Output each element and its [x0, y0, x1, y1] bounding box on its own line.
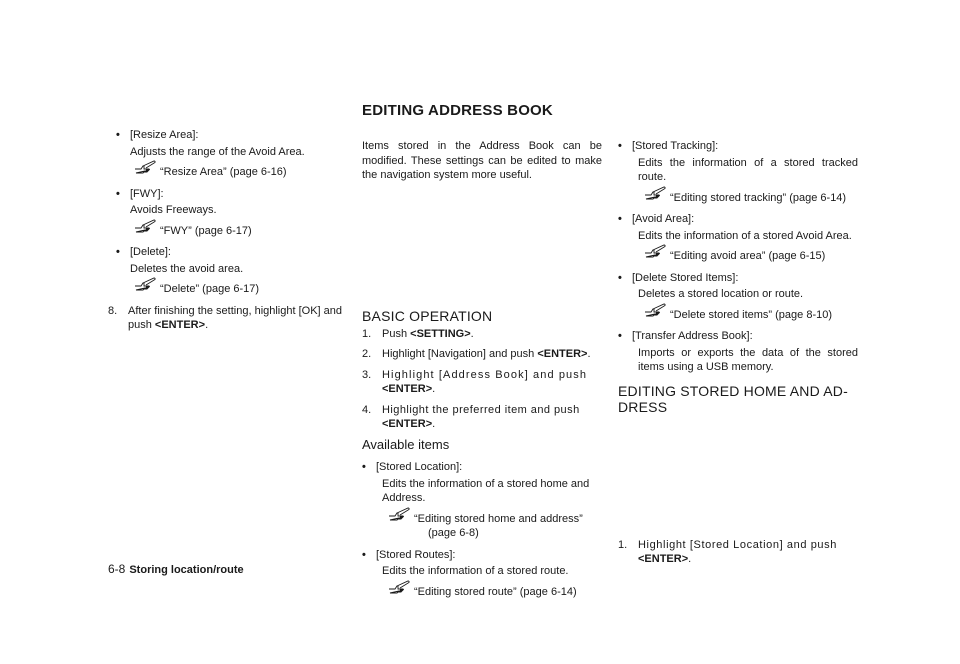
reference-hand-icon	[644, 243, 670, 259]
enter-key-label: <ENTER>	[154, 319, 206, 331]
editing-stored-home-heading: EDITING STORED HOME AND AD- DRESS	[618, 382, 848, 415]
bullet-icon: •	[362, 461, 366, 473]
setting-key-label: <SETTING>	[410, 327, 471, 340]
basic-operation-heading: BASIC OPERATION	[362, 307, 493, 324]
item-transfer-address-book: • [Transfer Address Book]: Imports or exports the data of the stored items using a USB memory.	[618, 330, 858, 373]
reference-hand-icon	[388, 579, 414, 595]
cross-reference[interactable]: “Editing stored route” (page 6-14)	[388, 579, 602, 600]
cross-reference[interactable]: “Delete” (page 6-17)	[134, 276, 348, 297]
bullet-icon: •	[618, 330, 622, 342]
page-number: 6-8	[108, 562, 126, 576]
cross-reference[interactable]: “Resize Area” (page 6-16)	[134, 159, 348, 180]
bullet-icon: •	[362, 548, 366, 561]
item-stored-routes: • [Stored Routes]: Edits the information of a stored route. “Editing stored route” (page 6-14)	[362, 548, 602, 600]
enter-key-label: <ENTER>	[382, 418, 433, 430]
bullet-icon: •	[116, 246, 120, 258]
reference-hand-icon	[644, 302, 670, 318]
bullet-resize-area: • [Resize Area]: Adjusts the range of the Avoid Area. “Resize Area” (page 6-16)	[108, 128, 348, 180]
bullet-icon: •	[618, 271, 622, 284]
bullet-icon: •	[116, 187, 120, 200]
item-stored-location: • [Stored Location]: Edits the information of a stored home and Address. “Editing stored home and address” (page 6-8)	[362, 460, 602, 541]
bullet-delete: • [Delete]: Deletes the avoid area. “Delete” (page 6-17)	[108, 245, 348, 297]
step-3: 3. Highlight [Address Book] and push <ENTER>.	[362, 368, 588, 395]
bullet-icon: •	[618, 140, 622, 152]
step-1-highlight-stored-location: 1. Highlight [Stored Location] and push <ENTER>.	[618, 538, 837, 565]
page-footer	[108, 562, 244, 578]
cross-reference[interactable]: “Delete stored items” (page 8-10)	[644, 302, 858, 323]
intro-paragraph: Items stored in the Address Book can be modified. These settings can be edited to make the navigation system more useful.	[362, 140, 602, 181]
enter-key-label: <ENTER>	[537, 348, 588, 360]
bullet-icon: •	[116, 129, 120, 141]
item-delete-stored-items: • [Delete Stored Items]: Deletes a stored location or route. “Delete stored items” (page 8-10)	[618, 271, 858, 323]
step-2: 2. Highlight [Navigation] and push <ENTER>.	[362, 348, 591, 360]
column-1	[108, 128, 348, 339]
step-4: 4. Highlight the preferred item and push <ENTER>.	[362, 403, 580, 430]
section-title: EDITING ADDRESS BOOK	[362, 102, 553, 119]
item-avoid-area: • [Avoid Area]: Edits the information of a stored Avoid Area. “Editing avoid area” (page 6-15)	[618, 212, 858, 264]
bullet-fwy: • [FWY]: Avoids Freeways. “FWY” (page 6-17)	[108, 187, 348, 239]
step-8: 8. After finishing the setting, highlight [OK] and push <ENTER>.	[108, 304, 343, 331]
item-stored-tracking: • [Stored Tracking]: Edits the information of a stored tracked route. “Editing stored tracking” (page 6-14)	[618, 140, 858, 204]
reference-hand-icon	[134, 218, 160, 234]
footer-title: Storing location/route	[129, 564, 244, 576]
step-1: 1. Push <SETTING>.	[362, 327, 474, 340]
cross-reference[interactable]: “Editing avoid area” (page 6-15)	[644, 243, 858, 264]
available-items-heading: Available items	[362, 436, 450, 452]
reference-hand-icon	[134, 276, 160, 292]
reference-hand-icon	[134, 159, 160, 175]
enter-key-label: <ENTER>	[638, 553, 689, 565]
bullet-icon: •	[618, 213, 622, 225]
column-3	[618, 139, 858, 573]
reference-hand-icon	[644, 185, 670, 201]
cross-reference[interactable]: “Editing stored home and address” (page 6-8)	[388, 506, 602, 541]
cross-reference[interactable]: “FWY” (page 6-17)	[134, 218, 348, 239]
reference-hand-icon	[388, 506, 414, 522]
enter-key-label: <ENTER>	[382, 383, 433, 395]
cross-reference[interactable]: “Editing stored tracking” (page 6-14)	[644, 185, 858, 206]
column-2	[362, 139, 602, 606]
